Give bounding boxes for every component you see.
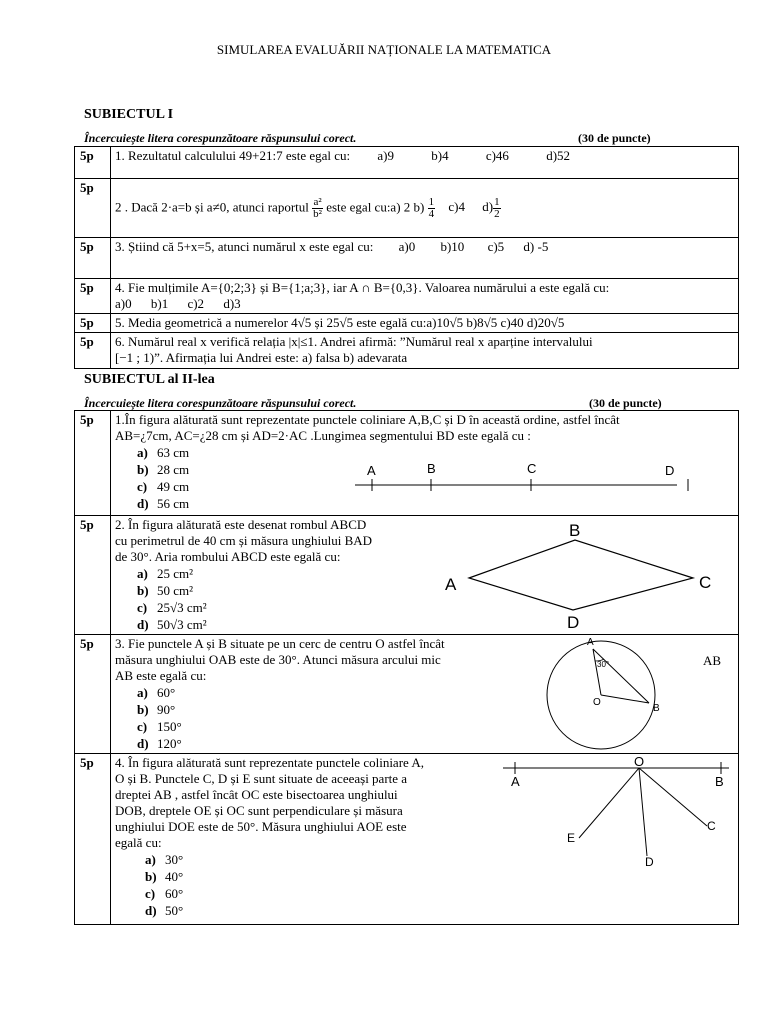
question-2 <box>111 179 739 238</box>
question-row <box>75 179 739 238</box>
label-c: C <box>699 573 712 592</box>
option-d: d)52 <box>546 148 571 163</box>
question-row <box>75 314 739 333</box>
section-1-points: (30 de puncte) <box>578 131 651 145</box>
label-a: A <box>587 637 594 648</box>
list-item: b) 40° <box>145 869 184 884</box>
question-text: 1. Rezultatul calculului 49+21:7 este egal cu: <box>115 148 351 163</box>
question-row <box>75 411 739 516</box>
question-text: 3. Fie punctele A și B situate pe un cerc de centru O astfel încât <box>115 636 445 651</box>
score: 5p <box>75 754 111 925</box>
label-d: D <box>645 855 654 868</box>
list-item: c) 49 cm <box>137 479 190 494</box>
list-item: b) 90° <box>137 702 176 717</box>
label-o: O <box>593 697 601 708</box>
list-item: a) 63 cm <box>137 445 190 460</box>
question-2 <box>111 516 739 635</box>
fraction-d: $\frac{1}{2}$ <box>494 195 500 220</box>
list-item: c) 150° <box>137 719 182 734</box>
question-text: 4. Fie mulțimile A={0;2;3} și B={1;a;3}, iar A ∩ B={0,3}. Valoarea numărului a este egală cu: <box>115 280 610 295</box>
arc-label: AB <box>703 653 722 668</box>
question-text: 6. Numărul real x verifică relația |x|≤1. Andrei afirmă: ”Numărul real x aparține intervalului <box>115 334 593 349</box>
question-row <box>75 333 739 369</box>
option-d: d) <box>482 198 494 214</box>
label-b: B <box>715 774 724 789</box>
question-1 <box>111 147 739 179</box>
score: 5p <box>75 411 111 516</box>
section-2-instruction: Încercuiește litera corespunzătoare răspunsului corect. <box>84 396 357 410</box>
section-1-table <box>74 146 739 369</box>
rhombus-figure <box>437 518 727 628</box>
question-text-2: cu perimetrul de 40 cm și măsura unghiului BAD <box>115 533 373 548</box>
question-text-2: [−1 ; 1)”. Afirmația lui Andrei este: a) falsa b) adevarata <box>115 350 408 365</box>
question-text: 2 . Dacă 2·a=b și a≠0, atunci raportul <box>115 198 309 214</box>
question-text-5: unghiului DOE este de 50°. Măsura unghiului AOE este <box>115 819 407 834</box>
list-item: b) 50 cm² <box>137 583 194 598</box>
question-4 <box>111 754 739 925</box>
list-item: d) 50° <box>145 903 184 918</box>
score: 5p <box>75 279 111 314</box>
section-2-title: SUBIECTUL al II-lea <box>84 372 215 387</box>
score: 5p <box>75 179 111 238</box>
question-text-after: este egal cu:a) 2 b) <box>326 198 425 214</box>
label-angle: 30° <box>597 660 610 669</box>
question-text: 1.În figura alăturată sunt reprezentate punctele coliniare A,B,C și D în această ordine, astfel încât <box>115 412 620 427</box>
list-item: d) 56 cm <box>137 496 190 511</box>
label-d: D <box>665 463 675 478</box>
option-a: a)0 <box>115 296 132 311</box>
page-title: SIMULAREA EVALUĂRII NAȚIONALE LA MATEMATICA <box>216 42 552 57</box>
fraction-b: $\frac{1}{4}$ <box>428 195 435 220</box>
question-row <box>75 516 739 635</box>
question-text: 2. În figura alăturată este desenat rombul ABCD <box>115 517 367 532</box>
score: 5p <box>75 516 111 635</box>
section-1-instruction: Încercuiește litera corespunzătoare răspunsului corect. <box>84 131 357 145</box>
label-b: B <box>653 703 660 714</box>
section-2-table <box>74 410 739 925</box>
label-d: D <box>567 613 580 628</box>
question-row <box>75 147 739 179</box>
question-text: 3. Știind că 5+x=5, atunci numărul x este egal cu: <box>115 239 374 254</box>
label-c: C <box>707 819 716 833</box>
list-item: c) 25√3 cm² <box>137 600 207 615</box>
question-3 <box>111 635 739 754</box>
label-c: C <box>527 461 537 476</box>
question-row <box>75 635 739 754</box>
list-item: d) 50√3 cm² <box>137 617 207 632</box>
list-item: b) 28 cm <box>137 462 190 477</box>
question-text-2: măsura unghiului OAB este de 30°. Atunci măsura arcului mic <box>115 652 441 667</box>
option-a: a)0 <box>398 239 416 254</box>
label-b: B <box>569 521 581 540</box>
label-a: A <box>511 774 520 789</box>
score: 5p <box>75 333 111 369</box>
option-d: d) -5 <box>523 239 549 254</box>
question-6 <box>111 333 739 369</box>
fraction: $\frac{\text{a²}}{\text{b²}}$ <box>313 195 322 220</box>
question-text-3: de 30°. Aria rombului ABCD este egală cu: <box>115 549 341 564</box>
option-c: c)5 <box>487 239 505 254</box>
option-b: b)10 <box>440 239 465 254</box>
option-a: a)9 <box>377 148 394 163</box>
label-a: A <box>445 575 457 594</box>
question-text: 4. În figura alăturată sunt reprezentate punctele coliniare A, <box>115 755 424 770</box>
question-text-6: egală cu: <box>115 835 162 850</box>
option-c: c)46 <box>485 148 509 163</box>
label-b: B <box>427 461 436 476</box>
question-1 <box>111 411 739 516</box>
label-a: A <box>367 463 376 478</box>
angles-figure <box>497 756 757 868</box>
question-row <box>75 754 739 925</box>
score: 5p <box>75 238 111 279</box>
list-item: a) 60° <box>137 685 176 700</box>
label-o: O <box>634 756 645 769</box>
circle-figure <box>541 637 671 753</box>
question-4 <box>111 279 739 314</box>
question-text-3: dreptei AB , astfel încât OC este bisectoarea unghiului <box>115 787 398 802</box>
collinear-points-figure <box>343 455 689 495</box>
question-text-4: DOB, dreptele OE și OC sunt perpendiculare și măsura <box>115 803 403 818</box>
question-3 <box>111 238 739 279</box>
section-1-title: SUBIECTUL I <box>84 107 174 122</box>
list-item: d) 120° <box>137 736 182 751</box>
question-row <box>75 238 739 279</box>
option-d: d)3 <box>223 296 241 311</box>
option-b: b)4 <box>431 148 449 163</box>
option-c: c)2 <box>187 296 205 311</box>
list-item: a) 25 cm² <box>137 566 194 581</box>
label-e: E <box>567 831 576 845</box>
score: 5p <box>75 635 111 754</box>
score: 5p <box>75 147 111 179</box>
option-b: b)1 <box>150 296 169 311</box>
question-5: 5. Media geometrică a numerelor 4√5 și 25√5 este egală cu:a)10√5 b)8√5 c)40 d)20√5 <box>111 314 739 333</box>
section-2-points: (30 de puncte) <box>589 396 662 410</box>
list-item: a) 30° <box>145 852 184 867</box>
question-row <box>75 279 739 314</box>
question-text-3: AB este egală cu: <box>115 668 207 683</box>
option-c: c)4 <box>448 198 465 214</box>
question-text-2: AB=¿7cm, AC=¿28 cm și AD=2·AC .Lungimea segmentului BD este egală cu : <box>115 428 531 443</box>
question-text-2: O și B. Punctele C, D și E sunt situate de aceeași parte a <box>115 771 408 786</box>
score: 5p <box>75 314 111 333</box>
list-item: c) 60° <box>145 886 184 901</box>
